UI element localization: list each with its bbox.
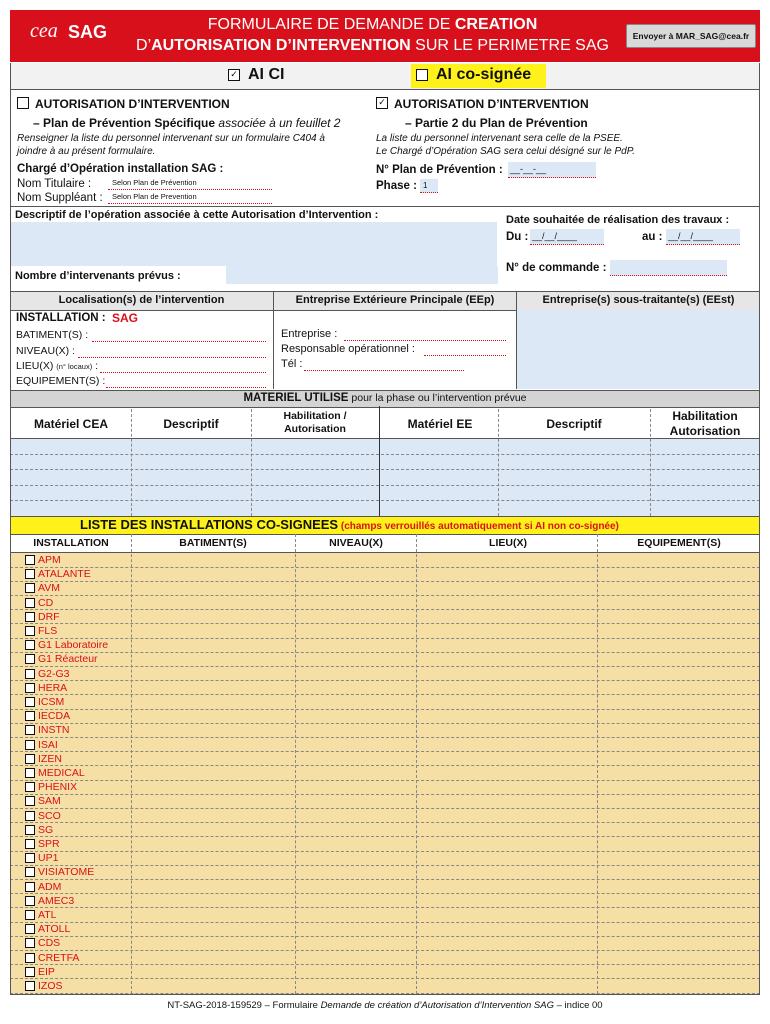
materiel-header-descriptif-cea: Descriptif [163, 417, 219, 431]
installation-label: ADM [38, 880, 62, 893]
divider [10, 994, 760, 995]
plan-prevention-label: N° Plan de Prévention : [376, 164, 503, 176]
lieu-label-text: LIEU(X) [16, 360, 54, 372]
divider [10, 469, 760, 470]
installation-row [10, 567, 760, 581]
installation-label: SAM [38, 795, 61, 808]
installation-label: VISIATOME [38, 866, 95, 879]
installation-checkbox[interactable] [25, 598, 35, 608]
installation-checkbox[interactable] [25, 853, 35, 863]
installation-checkbox[interactable] [25, 839, 35, 849]
lieu-note: (n° locaux) [56, 362, 93, 371]
left-block-subtitle [33, 116, 340, 130]
divider [10, 500, 760, 501]
ai-cosigned-checkbox[interactable] [416, 69, 428, 81]
title-line2-prefix: D’ [136, 37, 152, 54]
installation-checkbox[interactable] [25, 626, 35, 636]
left-subtitle-italic: associée à un feuillet 2 [215, 116, 341, 130]
installation-checkbox[interactable] [25, 768, 35, 778]
installation-checkbox[interactable] [25, 924, 35, 934]
installations-title [80, 517, 619, 532]
ai-band [10, 63, 760, 90]
installation-label: G1 Réacteur [38, 653, 98, 666]
installation-row [10, 695, 760, 709]
equipement-label: EQUIPEMENT(S) : [16, 375, 106, 387]
tel-label: Tél : [281, 358, 303, 370]
lieu-field[interactable] [100, 360, 266, 373]
left-subtitle-bold: – Plan de Prévention Spécifique [33, 116, 216, 130]
divider [10, 485, 760, 486]
installation-row [10, 965, 760, 979]
materiel-title-bold: MATERIEL UTILISE [243, 392, 349, 404]
title-line1-prefix: FORMULAIRE DE DEMANDE DE [207, 16, 455, 33]
installation-row [10, 880, 760, 894]
installation-row [10, 723, 760, 737]
installation-row [10, 823, 760, 837]
installation-label: EIP [38, 965, 55, 978]
installation-row [10, 837, 760, 851]
niveau-label: NIVEAU(X) : [16, 345, 75, 357]
page-title [120, 14, 625, 56]
entreprise-label: Entreprise : [281, 328, 338, 340]
descriptif-label: Descriptif de l’opération associée à cette Autorisation d’Intervention : [15, 209, 379, 221]
installation-checkbox[interactable] [25, 654, 35, 664]
installation-row [10, 596, 760, 610]
inst-col-installation: INSTALLATION [33, 537, 109, 549]
installation-row [10, 922, 760, 936]
installation-label: ATL [38, 909, 57, 921]
installation-label: UP1 [38, 852, 59, 865]
installations-title-note: (champs verrouillés automatiquement si AI non co-signée) [338, 521, 619, 532]
footer [0, 1000, 770, 1011]
installation-checkbox[interactable] [25, 882, 35, 892]
installation-row [10, 936, 760, 950]
nb-intervenants-label: Nombre d’intervenants prévus : [15, 270, 181, 282]
footer-italic: Demande de création d’Autorisation d’Intervention SAG [320, 1000, 554, 1011]
inst-col-equipement: EQUIPEMENT(S) [637, 537, 721, 549]
installation-label: ISAI [38, 738, 58, 751]
nb-intervenants-field[interactable] [226, 266, 498, 284]
installation-row [10, 553, 760, 567]
date-to-field[interactable]: __/__/____ [666, 229, 740, 245]
installation-label: SCO [38, 809, 61, 822]
installation-label: SPR [38, 838, 60, 850]
installation-row [10, 865, 760, 879]
inst-col-lieu: LIEU(X) [489, 537, 527, 549]
installation-checkbox[interactable] [25, 612, 35, 622]
materiel-header-habilitation-ee: Habilitation Autorisation [669, 409, 741, 438]
installation-label: G1 Laboratoire [38, 639, 109, 652]
inst-col-niveau: NIVEAU(X) [329, 537, 383, 549]
sag-label: SAG [68, 22, 108, 42]
installation-value: SAG [112, 311, 139, 325]
installation-checkbox[interactable] [25, 555, 35, 565]
right-note-2: Le Chargé d’Opération SAG sera celui désigné sur le PdP. [376, 146, 635, 157]
installation-row [10, 652, 760, 666]
installation-checkbox[interactable] [25, 583, 35, 593]
installation-row [10, 894, 760, 908]
installation-label: IZOS [38, 980, 63, 992]
installation-row [10, 638, 760, 652]
installation-checkbox[interactable] [25, 910, 35, 920]
plan-prevention-field[interactable]: __-__-__ [508, 162, 596, 178]
materiel-title [10, 392, 760, 404]
installation-row [10, 581, 760, 595]
commande-field[interactable] [610, 260, 727, 276]
installation-checkbox[interactable] [25, 697, 35, 707]
installation-checkbox[interactable] [25, 981, 35, 991]
right-block-checkbox[interactable]: ✓ [376, 97, 388, 109]
eest-field[interactable] [517, 310, 760, 389]
ai-cosigned-label: AI co-signée [436, 66, 532, 83]
right-note-1: La liste du personnel intervenant sera celle de la PSEE. [376, 133, 623, 144]
lieu-label: LIEU(X) (n° locaux) : [16, 360, 99, 372]
materiel-header-ee: Matériel EE [407, 417, 473, 431]
installation-label: ATOLL [38, 923, 71, 936]
installation-row [10, 681, 760, 695]
installation-checkbox[interactable] [25, 683, 35, 693]
installation-checkbox[interactable] [25, 782, 35, 792]
au-label: au : [642, 231, 663, 243]
installation-row [10, 794, 760, 808]
installation-checkbox[interactable] [25, 740, 35, 750]
suppleant-label: Nom Suppléant : [17, 192, 103, 204]
divider [379, 406, 380, 516]
installation-label: CD [38, 596, 54, 609]
installation-row [10, 709, 760, 723]
installation-checkbox[interactable] [25, 825, 35, 835]
installation-row [10, 667, 760, 681]
right-block-title: AUTORISATION D’INTERVENTION [394, 97, 589, 111]
installation-label: HERA [38, 681, 68, 694]
installation-checkbox[interactable] [25, 725, 35, 735]
installation-checkbox[interactable] [25, 640, 35, 650]
left-block-title: AUTORISATION D’INTERVENTION [35, 97, 230, 111]
date-from-field[interactable]: __/__/____ [530, 229, 604, 245]
divider [10, 454, 760, 455]
titulaire-label: Nom Titulaire : [17, 178, 92, 190]
divider [10, 206, 760, 207]
suppleant-field[interactable]: Selon Plan de Prevention [108, 191, 272, 204]
date-label: Date souhaitée de réalisation des travaux : [506, 214, 730, 226]
descriptif-field[interactable] [10, 222, 497, 266]
installation-row [10, 610, 760, 624]
divider [650, 409, 651, 516]
titulaire-field[interactable]: Selon Plan de Prévention [108, 177, 272, 190]
installation-label: ICSM [38, 696, 65, 708]
eep-col-header: Entreprise Extérieure Principale (EEp) [295, 294, 495, 306]
installation-row [10, 752, 760, 766]
left-note-1: Renseigner la liste du personnel intervenant sur un formulaire C404 à [17, 133, 325, 144]
eest-col-header: Entreprise(s) sous-traitante(s) (EEst) [542, 294, 735, 306]
cea-logo: cea [30, 20, 58, 42]
installation-row [10, 738, 760, 752]
materiel-header-cea: Matériel CEA [33, 417, 109, 431]
installation-row [10, 766, 760, 780]
installation-label: FLS [38, 625, 58, 637]
installation-row [10, 780, 760, 794]
installation-checkbox[interactable] [25, 967, 35, 977]
installation-row [10, 951, 760, 965]
localisation-col-header: Localisation(s) de l’intervention [58, 294, 225, 306]
installation-label: AMEC3 [38, 894, 75, 907]
entreprise-field[interactable] [344, 328, 506, 341]
installation-label: IECDA [38, 710, 71, 723]
installation-row [10, 979, 760, 993]
installation-row [10, 851, 760, 865]
installation-row [10, 809, 760, 823]
installation-label: DRF [38, 610, 60, 623]
installation-label: G2-G3 [38, 667, 70, 680]
inst-col-batiment: BATIMENT(S) [179, 537, 247, 549]
ai-ci-checkbox[interactable]: ✓ [228, 69, 240, 81]
title-line2-bold: AUTORISATION D’INTERVENTION [151, 37, 411, 54]
title-line1-bold: CREATION [454, 16, 538, 33]
equipement-field[interactable] [106, 375, 266, 388]
installation-label: CDS [38, 937, 61, 950]
installation-label: INSTALLATION : [16, 312, 106, 324]
commande-label: N° de commande : [506, 262, 607, 274]
installation-checkbox[interactable] [25, 669, 35, 679]
niveau-field[interactable] [78, 345, 266, 358]
materiel-header-descriptif-ee: Descriptif [546, 417, 602, 431]
divider [10, 438, 760, 439]
installation-checkbox[interactable] [25, 711, 35, 721]
installation-checkbox[interactable] [25, 867, 35, 877]
installation-label: PHENIX [38, 781, 78, 794]
footer-suffix: – indice 00 [553, 1000, 603, 1011]
installation-checkbox[interactable] [25, 754, 35, 764]
installation-checkbox[interactable] [25, 938, 35, 948]
tel-field[interactable] [304, 358, 464, 371]
installation-checkbox[interactable] [25, 896, 35, 906]
installations-title-main: LISTE DES INSTALLATIONS CO-SIGNEES [80, 517, 339, 532]
phase-label: Phase : [376, 180, 417, 192]
divider [251, 409, 252, 516]
installation-checkbox[interactable] [25, 569, 35, 579]
phase-field[interactable]: 1 [420, 179, 438, 193]
materiel-table [10, 438, 760, 516]
responsable-label: Responsable opérationnel : [281, 343, 415, 355]
installation-label: INSTN [38, 724, 70, 737]
right-block-subtitle: – Partie 2 du Plan de Prévention [405, 116, 588, 130]
installation-row [10, 624, 760, 638]
materiel-header-habilitation-cea: Habilitation / Autorisation [283, 410, 347, 435]
footer-prefix: NT-SAG-2018-159529 – Formulaire [167, 1000, 321, 1011]
installation-label: SG [38, 823, 54, 836]
installation-row [10, 908, 760, 922]
divider [273, 291, 274, 389]
divider [131, 409, 132, 516]
installation-label: ATALANTE [38, 568, 91, 581]
batiment-label: BATIMENT(S) : [16, 329, 89, 341]
left-note-2: joindre à au présent formulaire. [17, 146, 156, 157]
du-label: Du : [506, 231, 529, 243]
installation-checkbox[interactable] [25, 953, 35, 963]
installation-label: IZEN [38, 752, 62, 765]
installation-checkbox[interactable] [25, 796, 35, 806]
left-block-checkbox[interactable] [17, 97, 29, 109]
installation-label: CRETFA [38, 951, 80, 964]
responsable-field[interactable] [424, 343, 506, 356]
ai-ci-label: AI CI [248, 66, 285, 83]
email-send-button[interactable]: Envoyer à MAR_SAG@cea.fr [626, 24, 756, 48]
installation-checkbox[interactable] [25, 811, 35, 821]
materiel-title-rest: pour la phase ou l’intervention prévue [348, 392, 527, 404]
charge-operation-label: Chargé d’Opération installation SAG : [17, 163, 224, 175]
divider [498, 409, 499, 516]
installation-label: MEDICAL [38, 767, 85, 779]
title-line2-suffix: SUR LE PERIMETRE SAG [410, 37, 609, 54]
installation-label: APM [38, 554, 61, 566]
batiment-field[interactable] [92, 329, 266, 342]
installation-label: AVM [38, 582, 60, 595]
